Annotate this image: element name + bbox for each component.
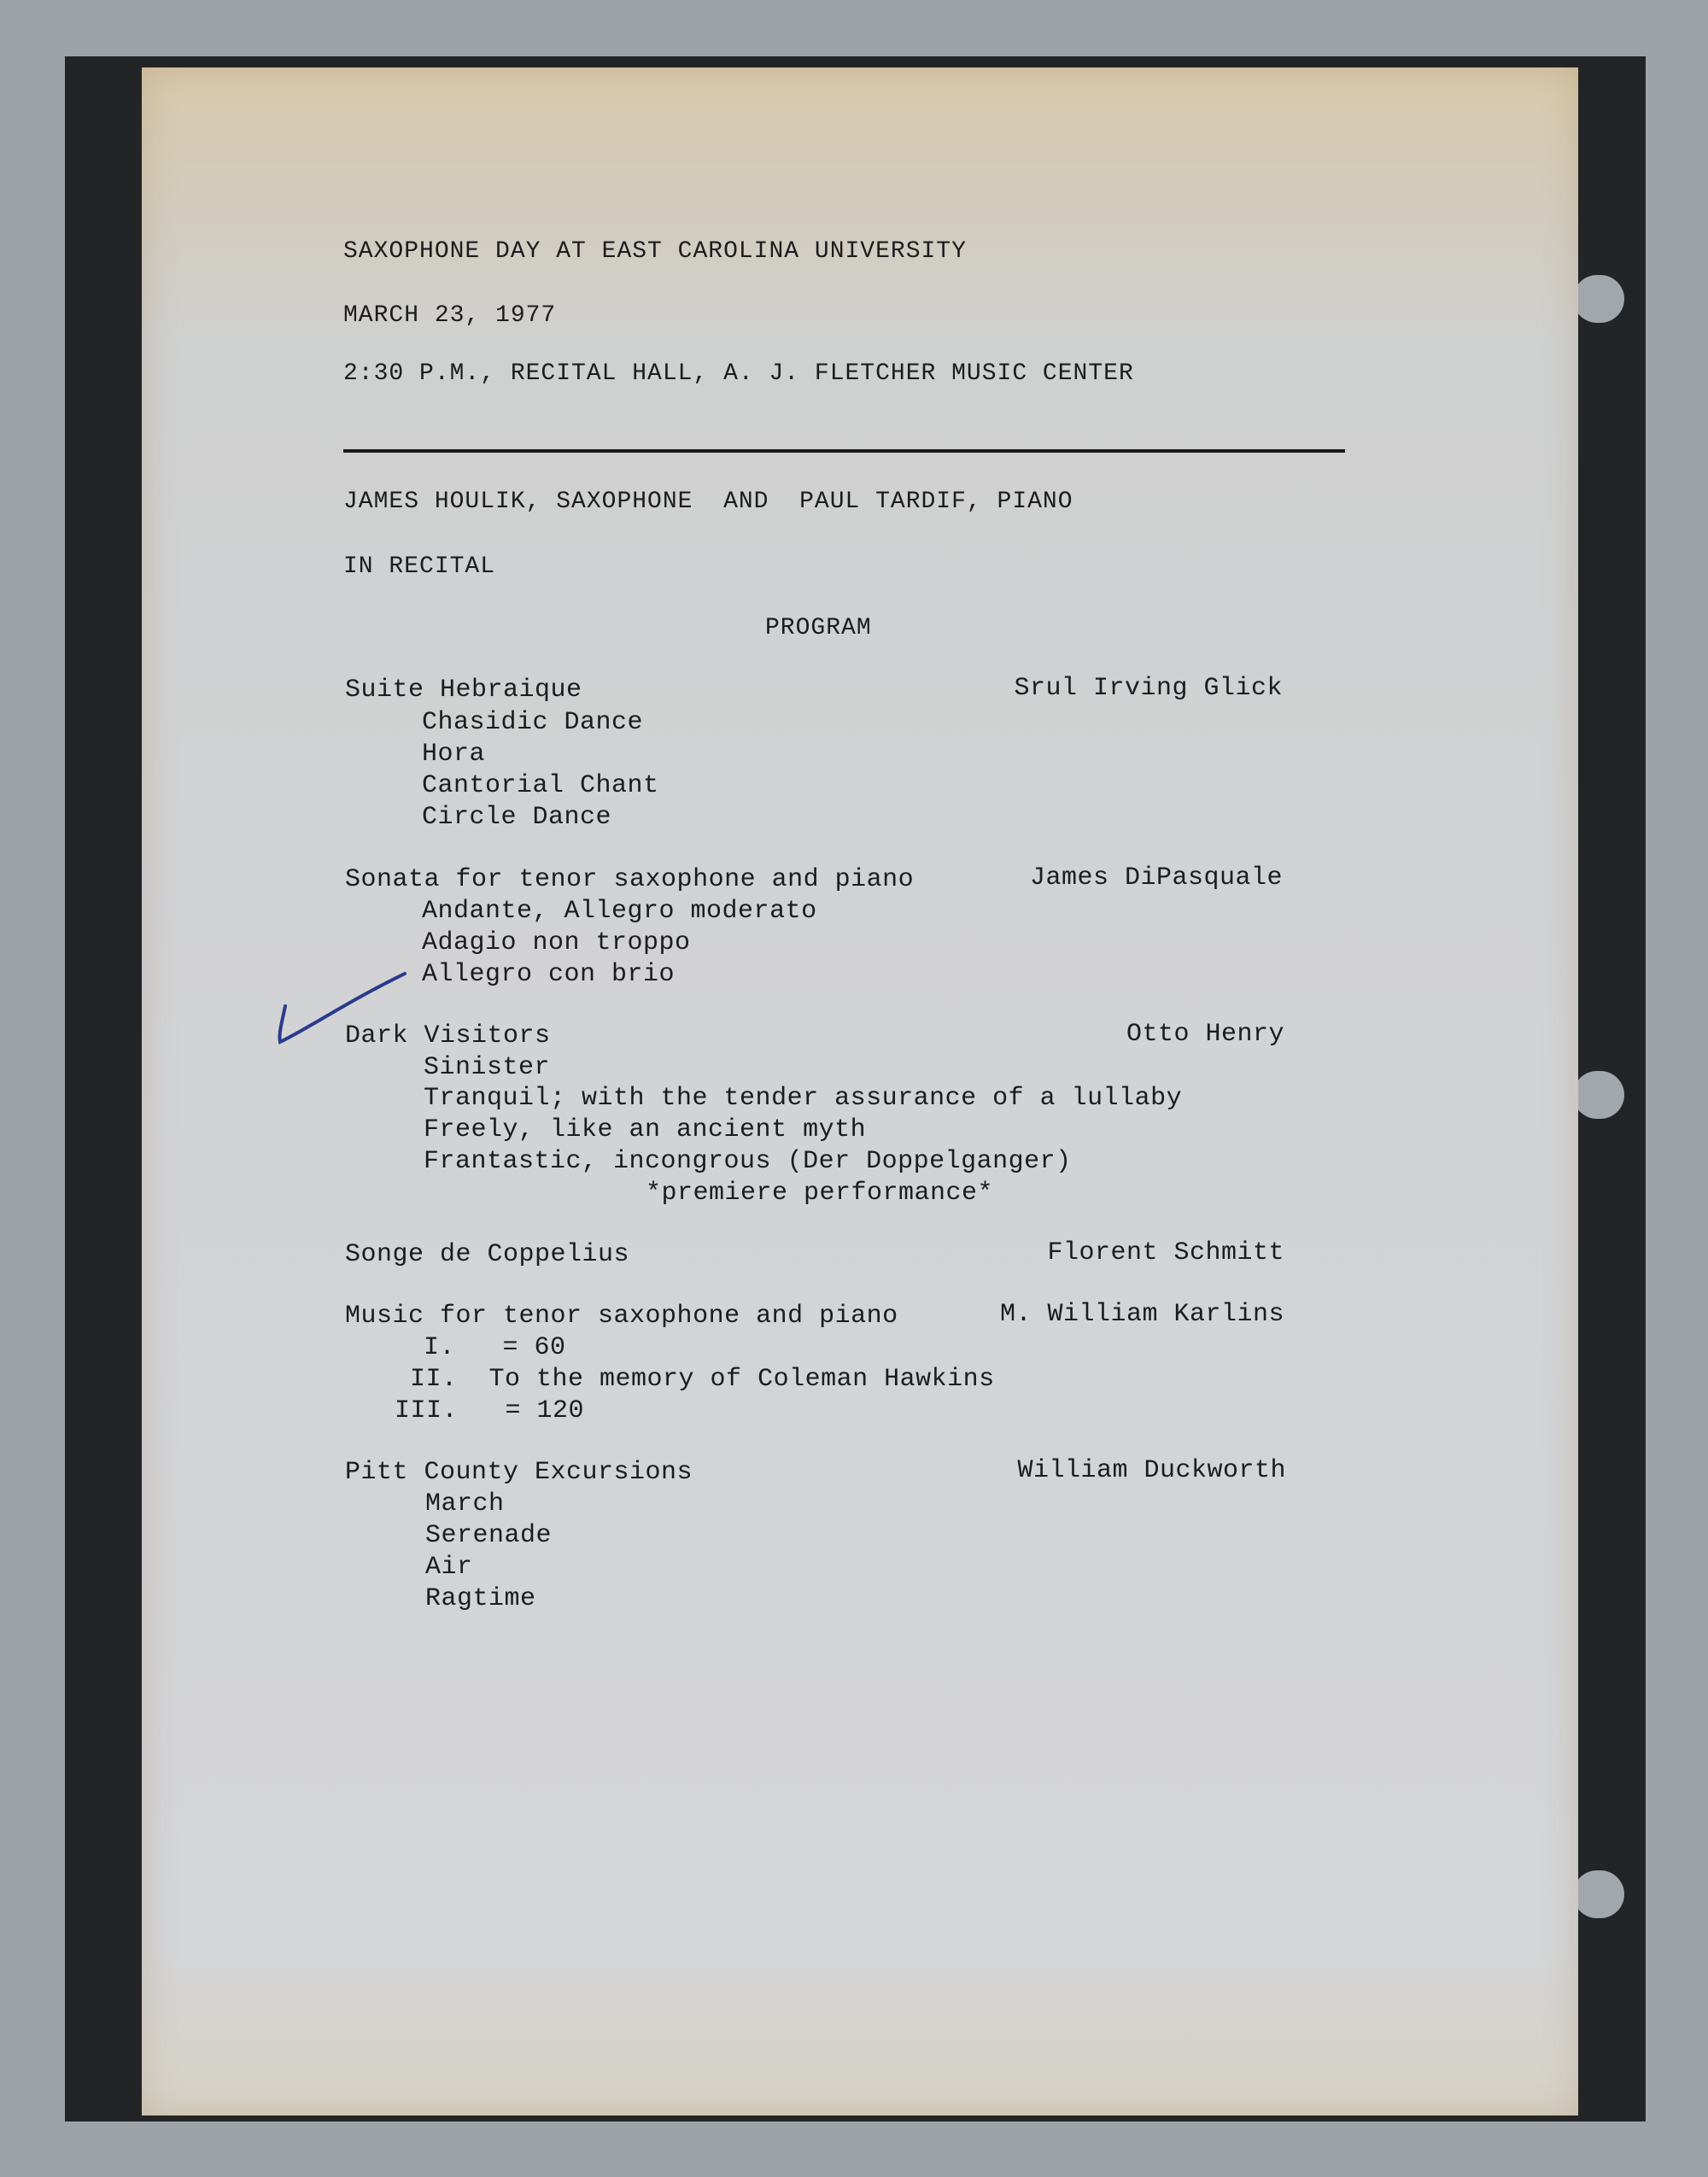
- piece-composer: William Duckworth: [1017, 1456, 1286, 1485]
- piece-title: Dark Visitors: [345, 1021, 551, 1050]
- piece-composer: Florent Schmitt: [1047, 1238, 1284, 1267]
- punch-hole: [1573, 1870, 1624, 1918]
- piece-title: Pitt County Excursions: [345, 1458, 693, 1487]
- movement: March: [425, 1489, 505, 1519]
- movement: I. = 60: [424, 1333, 566, 1362]
- movement: Tranquil; with the tender assurance of a lullaby: [424, 1084, 1183, 1113]
- piece-title: Suite Hebraique: [345, 676, 582, 705]
- movement: Freely, like an ancient myth: [424, 1115, 867, 1144]
- movement: II. To the memory of Coleman Hawkins: [410, 1365, 995, 1394]
- piece-title: Songe de Coppelius: [345, 1240, 630, 1269]
- premiere-note: *premiere performance*: [646, 1179, 994, 1208]
- punch-hole: [1573, 1071, 1624, 1119]
- movement: Chasidic Dance: [422, 708, 644, 737]
- program-heading: PROGRAM: [765, 615, 872, 641]
- movement: Allegro con brio: [422, 960, 676, 989]
- piece-title: Music for tenor saxophone and piano: [345, 1302, 898, 1331]
- movement: Sinister: [424, 1053, 551, 1082]
- movement: Andante, Allegro moderato: [422, 897, 817, 926]
- movement: Frantastic, incongrous (Der Doppelganger): [424, 1147, 1072, 1176]
- movement: Cantorial Chant: [422, 771, 659, 800]
- in-recital: IN RECITAL: [343, 553, 496, 580]
- movement: Air: [425, 1553, 473, 1582]
- movement: Adagio non troppo: [422, 928, 691, 957]
- movement: Circle Dance: [422, 803, 612, 832]
- punch-hole: [1573, 275, 1624, 323]
- piece-composer: Srul Irving Glick: [1014, 674, 1283, 703]
- divider-rule: [343, 449, 1345, 453]
- piece-title: Sonata for tenor saxophone and piano: [345, 865, 915, 894]
- movement: Hora: [422, 740, 486, 769]
- performers-line: JAMES HOULIK, SAXOPHONE AND PAUL TARDIF, PIANO: [343, 489, 1073, 515]
- movement: Ragtime: [425, 1584, 536, 1613]
- piece-composer: Otto Henry: [1126, 1020, 1284, 1049]
- event-date: MARCH 23, 1977: [343, 302, 557, 329]
- movement: III. = 120: [395, 1396, 585, 1425]
- piece-composer: James DiPasquale: [1029, 863, 1283, 892]
- movement: Serenade: [425, 1521, 553, 1550]
- event-title: SAXOPHONE DAY AT EAST CAROLINA UNIVERSITY: [343, 238, 967, 265]
- event-time-place: 2:30 P.M., RECITAL HALL, A. J. FLETCHER MUSIC CENTER: [343, 360, 1134, 387]
- piece-composer: M. William Karlins: [999, 1300, 1284, 1329]
